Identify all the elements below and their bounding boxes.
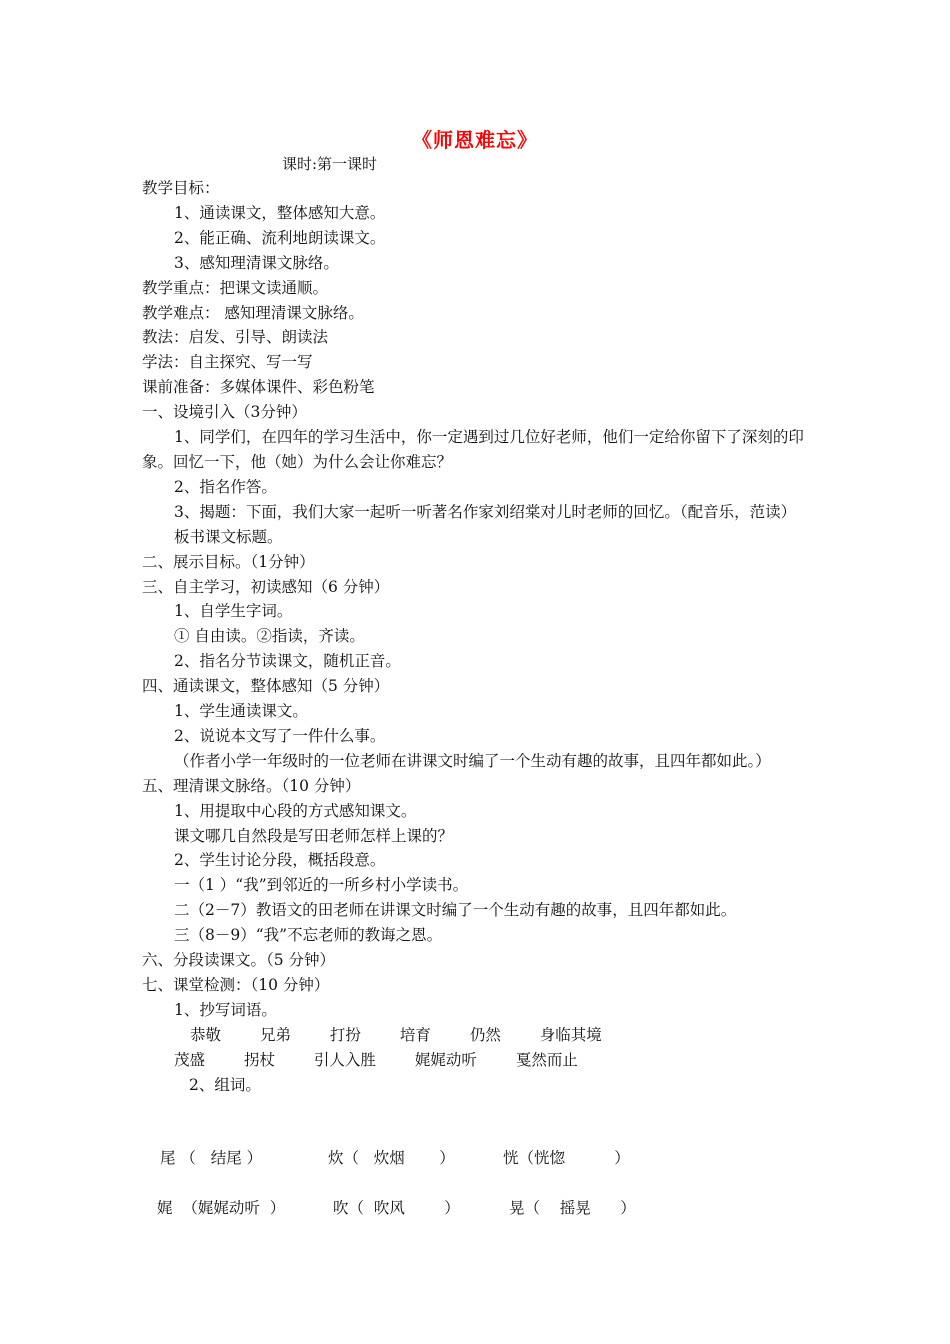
word-group-item: 娓 （娓娓动听 ） — [157, 1199, 286, 1217]
word-group-item: 尾 （ 结尾 ） — [160, 1149, 263, 1167]
copy-word: 戛然而止 — [515, 1050, 578, 1069]
copy-word: 娓娓动听 — [414, 1050, 477, 1069]
goal-item: 2、能正确、流利地朗读课文。 — [174, 228, 386, 247]
copy-word: 茂盛 — [174, 1050, 206, 1069]
teaching-method: 教法：启发、引导、朗读法 — [142, 328, 329, 347]
paragraph: 2、组词。 — [189, 1075, 261, 1094]
paragraph: 一（1 ）“我”到邻近的一所乡村小学读书。 — [174, 876, 469, 895]
document-title: 《师恩难忘》 — [412, 128, 538, 152]
goal-item: 3、感知理清课文脉络。 — [174, 253, 339, 272]
paragraph: （作者小学一年级时的一位老师在讲课文时编了一个生动有趣的故事，且四年都如此。） — [174, 751, 771, 770]
lesson-period: 课时:第一课时 — [282, 155, 378, 173]
copy-words-row — [142, 1048, 810, 1073]
section-heading: 六、分段读课文。（5 分钟） — [142, 951, 336, 970]
paragraph: 1、抄写词语。 — [174, 1000, 277, 1019]
section-heading: 五、理清课文脉络。（10 分钟） — [142, 776, 361, 795]
preparation: 课前准备：多媒体课件、彩色粉笔 — [142, 378, 375, 397]
word-group-item: 晃（ 摇晃 ） — [509, 1199, 636, 1217]
teaching-focus: 教学重点：把课文读通顺。 — [142, 278, 329, 297]
paragraph: 1、学生通读课文。 — [174, 702, 308, 721]
lesson-plan-body — [142, 176, 810, 1098]
copy-word: 仍然 — [469, 1025, 501, 1044]
copy-word: 打扮 — [329, 1025, 361, 1044]
copy-word: 兄弟 — [259, 1025, 291, 1044]
paragraph: ① 自由读。②指读，齐读。 — [174, 627, 365, 646]
copy-word: 培育 — [399, 1025, 431, 1044]
section-heading: 四、通读课文，整体感知（5 分钟） — [142, 677, 390, 696]
paragraph: 1、自学生字词。 — [174, 602, 293, 621]
teaching-difficulty: 教学难点： 感知理清课文脉络。 — [142, 303, 364, 322]
copy-words-row — [142, 1023, 810, 1048]
paragraph: 1、用提取中心段的方式感知课文。 — [174, 801, 417, 820]
word-group-item: 炊（ 炊烟 ） — [328, 1149, 455, 1167]
paragraph: 2、学生讨论分段，概括段意。 — [174, 851, 386, 870]
paragraph: 1、同学们，在四年的学习生活中，你一定遇到过几位好老师，他们一定给你留下了深刻的印象。回忆一下，他（她）为什么会让你难忘？ — [142, 428, 804, 471]
paragraph: 课文哪几自然段是写田老师怎样上课的？ — [174, 826, 454, 845]
word-group-item: 恍（恍惚 ） — [503, 1149, 630, 1167]
paragraph: 二（2－7）教语文的田老师在讲课文时编了一个生动有趣的故事，且四年都如此。 — [174, 901, 737, 920]
copy-word: 身临其境 — [539, 1025, 602, 1044]
goals-heading: 教学目标： — [142, 179, 220, 197]
goal-item: 1、通读课文，整体感知大意。 — [174, 203, 386, 222]
copy-word: 引人入胜 — [313, 1050, 376, 1069]
section-heading: 二、展示目标。（1分钟） — [142, 552, 315, 571]
copy-word: 恭敬 — [190, 1025, 222, 1044]
paragraph: 3、揭题：下面，我们大家一起听一听著名作家刘绍棠对儿时老师的回忆。（配音乐，范读） — [174, 502, 797, 521]
section-heading: 一、设境引入（3分钟） — [142, 403, 307, 422]
section-heading: 七、课堂检测：（10 分钟） — [142, 976, 330, 994]
copy-word: 拐杖 — [243, 1050, 275, 1069]
section-heading: 三、自主学习，初读感知（6 分钟） — [142, 577, 390, 596]
paragraph: 三（8－9）“我”不忘老师的教诲之恩。 — [174, 926, 443, 945]
paragraph: 2、指名作答。 — [174, 477, 277, 496]
paragraph: 2、说说本文写了一件什么事。 — [174, 726, 386, 745]
paragraph: 板书课文标题。 — [174, 527, 283, 546]
word-group-item: 吹（ 吹风 ） — [333, 1199, 460, 1217]
study-method: 学法：自主探究、写一写 — [142, 353, 313, 372]
paragraph: 2、指名分节读课文，随机正音。 — [174, 652, 401, 671]
